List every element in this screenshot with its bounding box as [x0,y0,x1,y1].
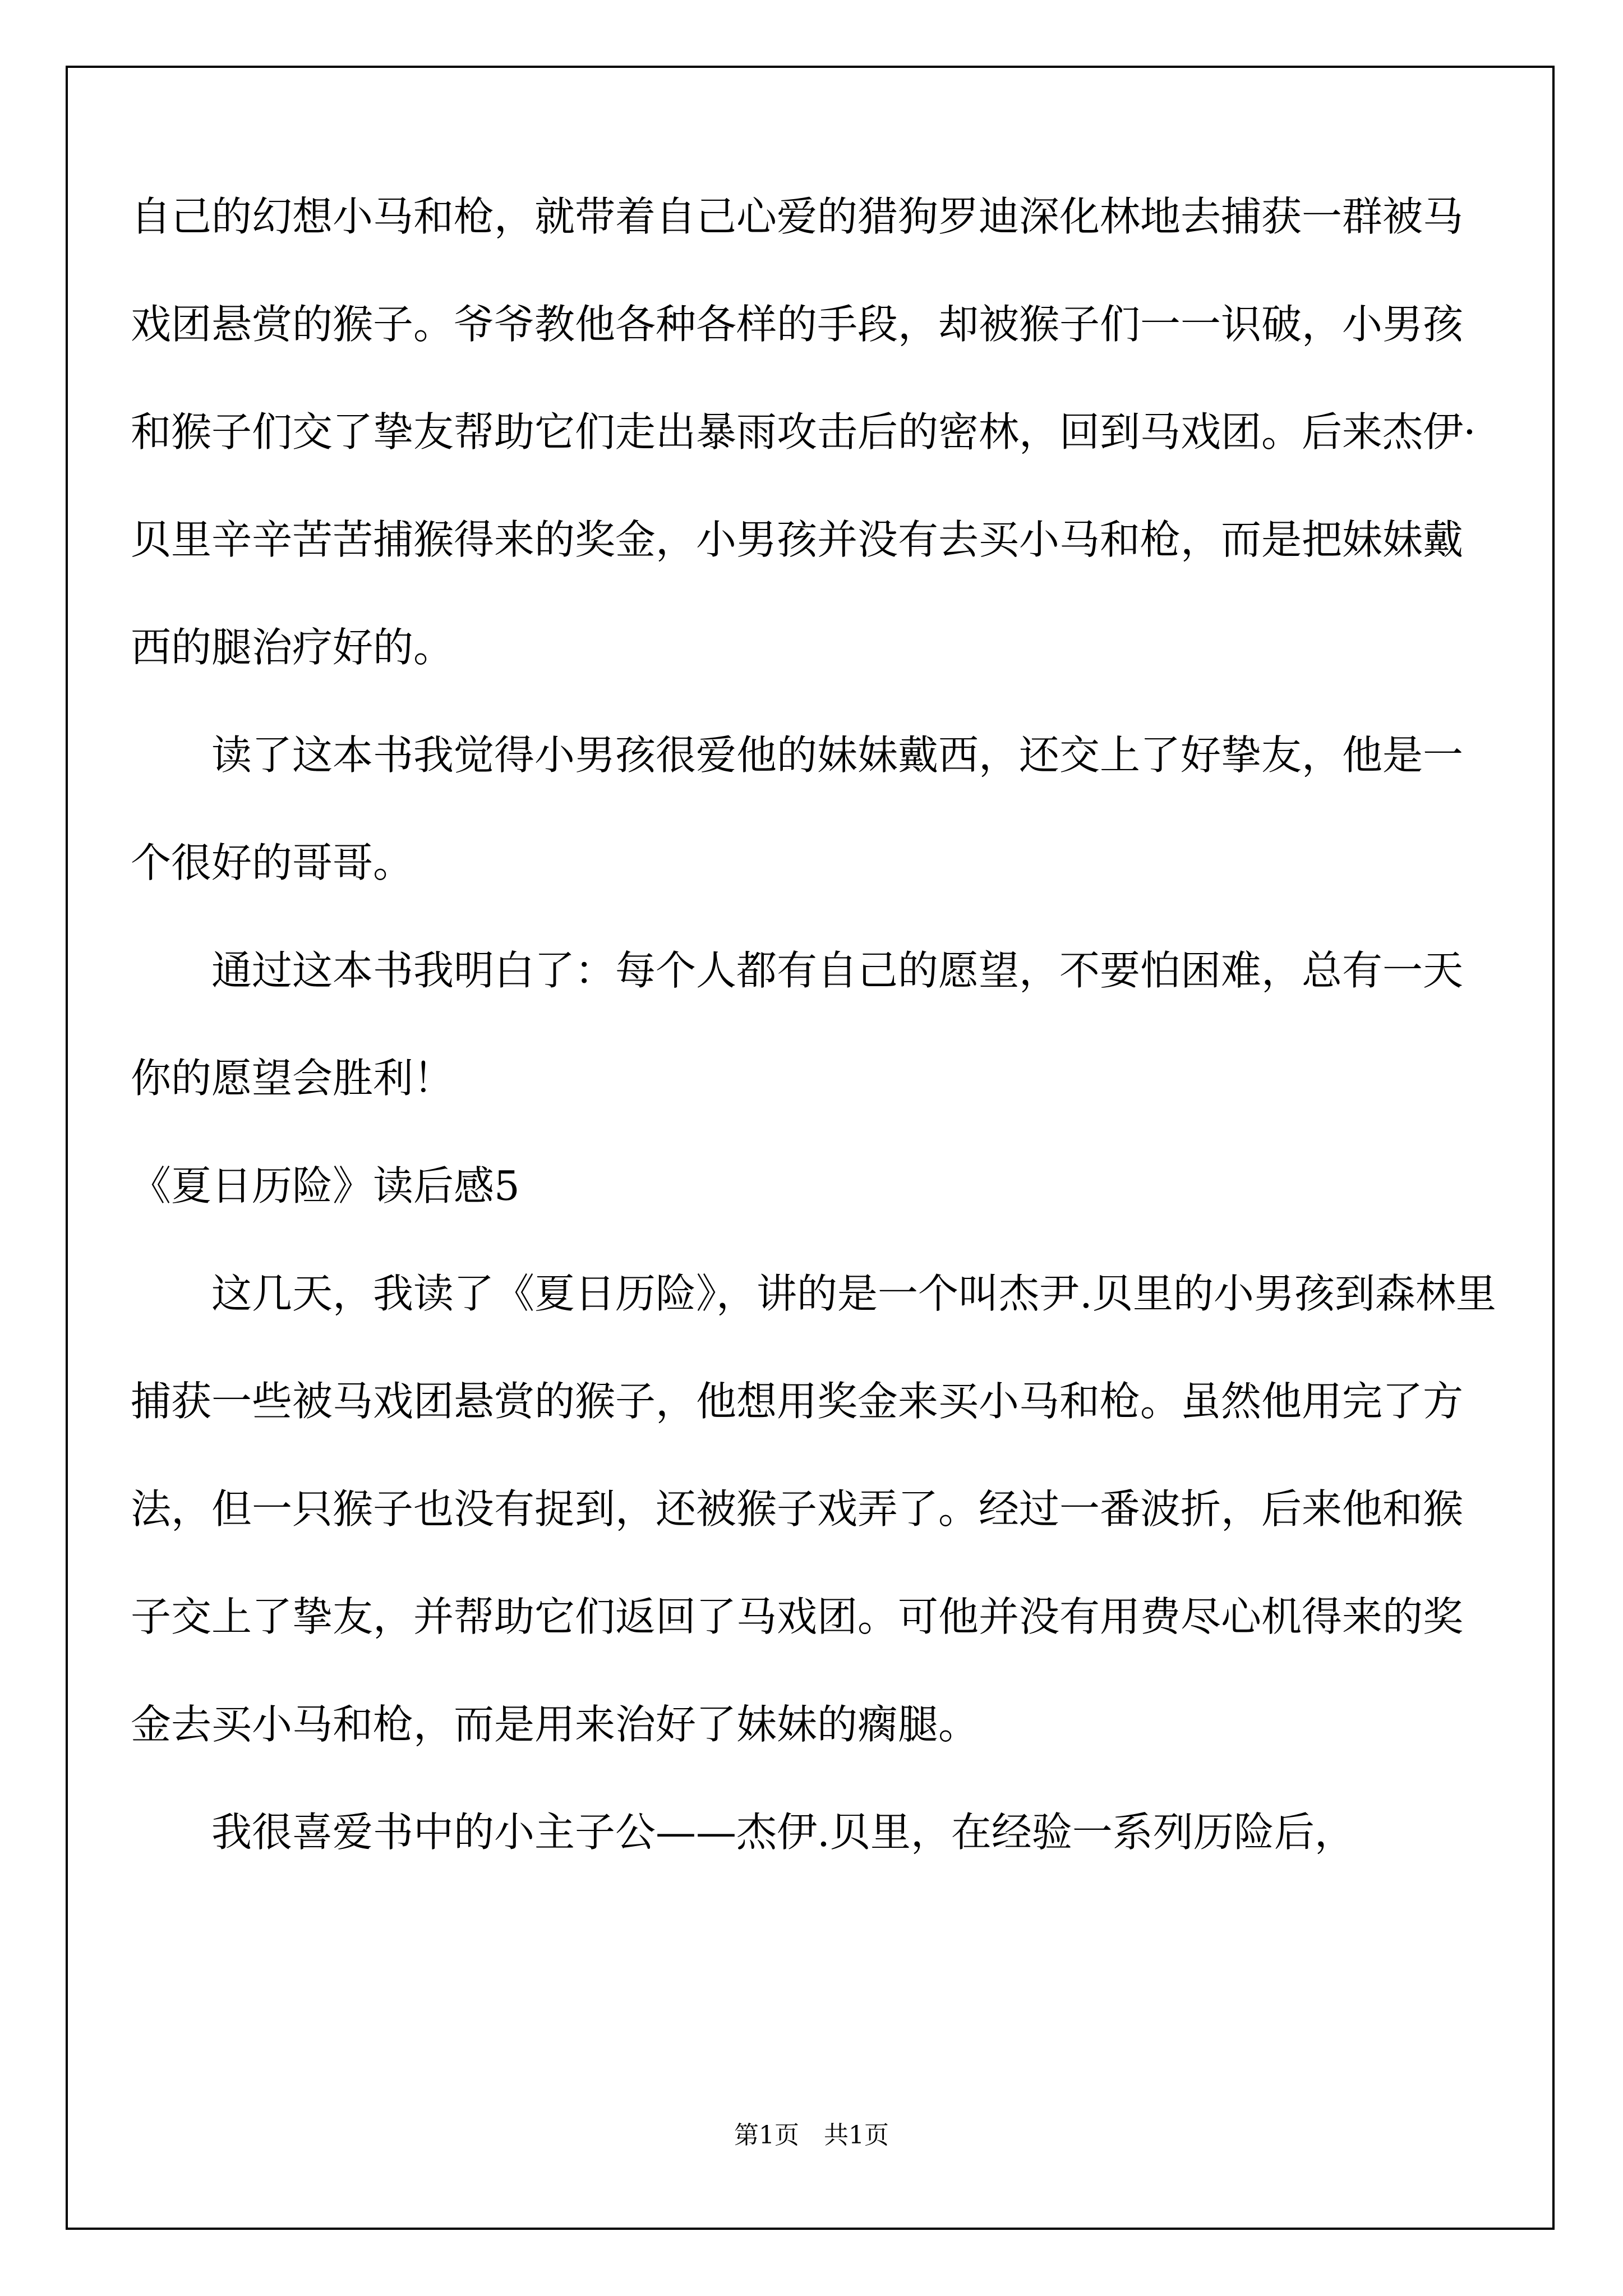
paragraph: 读了这本书我觉得小男孩很爱他的妹妹戴西，还交上了好挚友，他是一个很好的哥哥。 [131,731,1464,886]
page-number-footer: 第1页 共1页 [734,2121,889,2150]
paragraph: 我很喜爱书中的小主子公——杰伊.贝里，在经验一系列历险后， [211,1809,1355,1856]
paragraph: 通过这本书我明白了：每个人都有自己的愿望，不要怕困难，总有一天你的愿望会胜利！ [131,947,1464,1102]
paragraph: 这几天，我读了《夏日历险》，讲的是一个叫杰尹.贝里的小男孩到森林里捕获一些被马戏团悬赏的猴子，他想用奖金来买小马和枪。虽然他用完了方法，但一只猴子也没有捉到，还被猴子戏弄了。经过一番波折，后来他和猴子交上了挚友，并帮助它们返回了马戏团。可他并没有用费尽心机得来的奖金去买小马和枪，而是用来治好了妹妹的瘸腿。 [131,1270,1496,1748]
document-body [131,163,1499,1886]
paragraph: 自己的幻想小马和枪，就带着自己心爱的猎狗罗迪深化林地去捕获一群被马戏团悬赏的猴子。爷爷教他各种各样的手段，却被猴子们一一识破，小男孩和猴子们交了挚友帮助它们走出暴雨攻击后的密林，回到马戏团。后来杰伊·贝里辛辛苦苦捕猴得来的奖金，小男孩并没有去买小马和枪，而是把妹妹戴西的腿治疗好的。 [131,193,1476,671]
section-heading: 《夏日历险》读后感5 [131,1162,520,1209]
